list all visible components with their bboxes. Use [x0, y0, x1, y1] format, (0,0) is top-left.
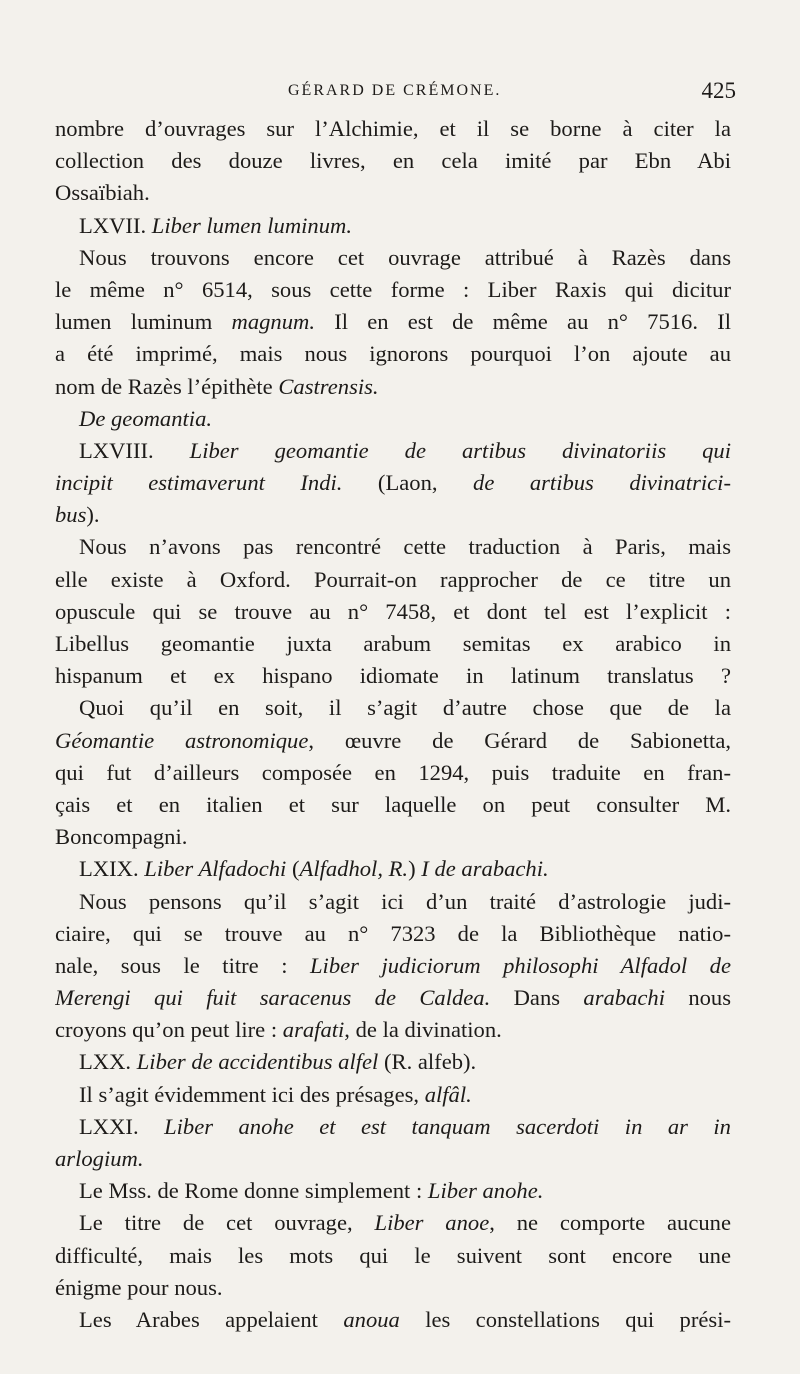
- text-line: LXX. Liber de accidentibus alfel (R. alfeb).: [79, 1049, 477, 1075]
- text-line: LXVII. Liber lumen luminum.: [79, 212, 352, 238]
- page-header: [60, 78, 736, 108]
- text-line: bus).: [55, 502, 100, 528]
- text-line: Les Arabes appelaient anoua les constellations qui prési-: [79, 1306, 731, 1332]
- text-line: LXIX. Liber Alfadochi (Alfadhol, R.) I de arabachi.: [79, 856, 549, 882]
- text-line: incipit estimaverunt Indi. (Laon, de artibus divinatrici-: [55, 470, 731, 496]
- text-line: a été imprimé, mais nous ignorons pourquoi l’on ajoute au: [55, 341, 731, 367]
- text-line: LXXI. Liber anohe et est tanquam sacerdoti in ar in: [79, 1113, 731, 1139]
- text-line: collection des douze livres, en cela imité par Ebn Abi: [55, 148, 731, 174]
- text-line: Le Mss. de Rome donne simplement : Liber anohe.: [79, 1178, 544, 1204]
- text-line: arlogium.: [55, 1146, 144, 1171]
- text-line: Nous n’avons pas rencontré cette traduction à Paris, mais: [79, 534, 731, 560]
- running-title: GÉRARD DE CRÉMONE.: [288, 82, 502, 99]
- text-line: nom de Razès l’épithète Castrensis.: [55, 373, 379, 399]
- text-line: croyons qu’on peut lire : arafati, de la divination.: [55, 1017, 502, 1043]
- text-line: Nous pensons qu’il s’agit ici d’un traité d’astrologie judi-: [79, 888, 731, 914]
- text-line: Il s’agit évidemment ici des présages, alfâl.: [79, 1081, 472, 1107]
- text-line: elle existe à Oxford. Pourrait-on rapprocher de ce titre un: [55, 566, 731, 592]
- text-line: difficulté, mais les mots qui le suivent sont encore une: [55, 1242, 731, 1268]
- body-text: [55, 113, 731, 1336]
- text-line: lumen luminum magnum. Il en est de même au n° 7516. Il: [55, 309, 731, 335]
- text-line: Nous trouvons encore cet ouvrage attribué à Razès dans: [79, 244, 731, 270]
- text-line: LXVIII. Liber geomantie de artibus divinatoriis qui: [79, 437, 731, 463]
- text-line: nale, sous le titre : Liber judiciorum philosophi Alfadol de: [55, 952, 731, 978]
- text-line: Merengi qui fuit saracenus de Caldea. Dans arabachi nous: [55, 985, 731, 1011]
- text-line: nombre d’ouvrages sur l’Alchimie, et il se borne à citer la: [55, 116, 731, 141]
- text-line: le même n° 6514, sous cette forme : Liber Raxis qui dicitur: [55, 276, 731, 302]
- text-line: Boncompagni.: [55, 824, 188, 850]
- page-number: 425: [701, 78, 736, 103]
- text-line: Libellus geomantie juxta arabum semitas ex arabico in: [55, 631, 731, 656]
- text-line: çais et en italien et sur laquelle on peut consulter M.: [55, 791, 731, 817]
- text-line: De geomantia.: [79, 405, 213, 431]
- text-line: Ossaïbiah.: [55, 180, 150, 206]
- text-line: hispanum et ex hispano idiomate in latinum translatus ?: [55, 663, 731, 689]
- text-line: opuscule qui se trouve au n° 7458, et dont tel est l’explicit :: [55, 598, 731, 624]
- text-line: ciaire, qui se trouve au n° 7323 de la Bibliothèque natio-: [55, 920, 731, 946]
- text-line: énigme pour nous.: [55, 1274, 223, 1300]
- text-line: Le titre de cet ouvrage, Liber anoe, ne comporte aucune: [79, 1210, 731, 1236]
- text-line: qui fut d’ailleurs composée en 1294, puis traduite en fran-: [55, 759, 731, 785]
- text-line: Quoi qu’il en soit, il s’agit d’autre chose que de la: [79, 695, 731, 721]
- text-line: Géomantie astronomique, œuvre de Gérard de Sabionetta,: [55, 727, 731, 753]
